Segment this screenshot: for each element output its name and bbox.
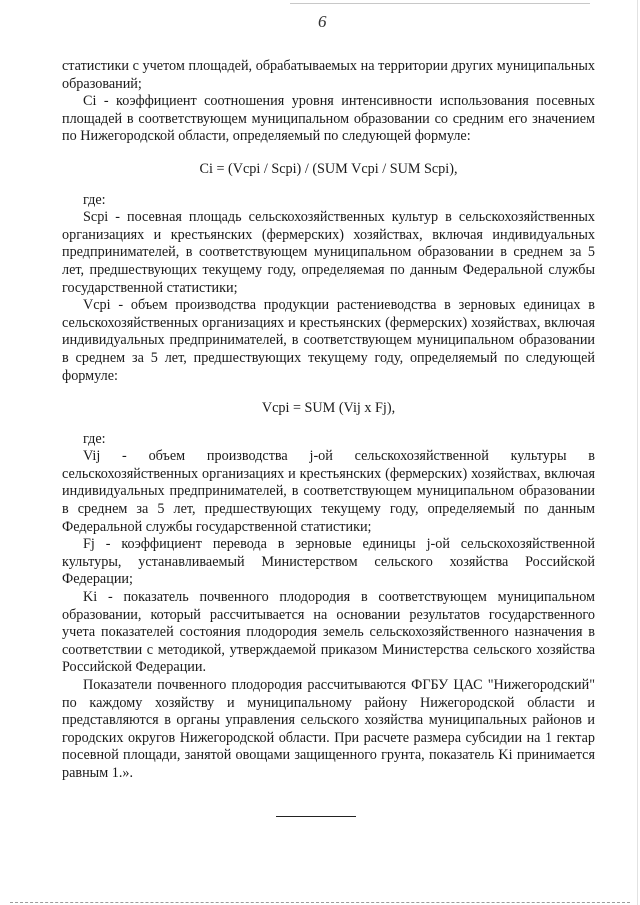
- paragraph-ci-definition: Ci - коэффициент соотношения уровня интенсивности использования посевных площадей в соответствующем муниципальном образовании со средним его значением по Нижегородской области, определяемый по следующей формуле:: [62, 93, 595, 145]
- page-number: 6: [318, 12, 327, 31]
- paragraph-fj-definition: Fj - коэффициент перевода в зерновые единицы j-ой сельскохозяйственной культуры, устанавливаемый Министерством сельского хозяйства Российской Федерации;: [62, 536, 595, 588]
- paragraph-soil-indicators: Показатели почвенного плодородия рассчитываются ФГБУ ЦАС "Нижегородский" по каждому хозяйству и муниципальному району Нижегородской области и представляются в органы управления сельского хозяйства муниципальных районов и городских округов Нижегородской области. При расчете размера субсидии на 1 гектар посевной площади, занятой овощами защищенного грунта, показатель Ki принимается равным 1.».: [62, 677, 595, 781]
- formula-ci: Ci = (Vcpi / Scpi) / (SUM Vcpi / SUM Scpi),: [199, 160, 458, 177]
- where-label-1: где:: [83, 191, 106, 208]
- scan-edge-bottom: [10, 902, 630, 903]
- paragraph-continuation: статистики с учетом площадей, обрабатываемых на территории других муниципальных образований;: [62, 58, 595, 92]
- paragraph-ki-definition: Ki - показатель почвенного плодородия в соответствующем муниципальном образовании, который рассчитывается на основании результатов государственного учета показателей состояния плодородия земель сельскохозяйственного назначения в соответствии с методикой, утверждаемой приказом Министерства сельского хозяйства Российской Федерации.: [62, 589, 595, 676]
- document-body: [62, 58, 595, 783]
- paragraph-vcpi-definition: Vcpi - объем производства продукции растениеводства в зерновых единицах в сельскохозяйственных организациях и крестьянских (фермерских) хозяйствах, включая индивидуальных предпринимателей, в соответствующем муниципальном образовании в среднем за 5 лет, предшествующих текущему году, определяемый по следующей формуле:: [62, 297, 595, 384]
- end-of-text-rule: [276, 816, 356, 817]
- scan-edge-top: [290, 3, 590, 4]
- where-label-2: где:: [83, 430, 106, 447]
- scan-edge-right: [637, 0, 638, 905]
- formula-vcpi: Vcpi = SUM (Vij x Fj),: [261, 400, 396, 417]
- paragraph-scpi-definition: Scpi - посевная площадь сельскохозяйственных культур в сельскохозяйственных организациях и крестьянских (фермерских) хозяйствах, включая индивидуальных предпринимателей, в соответствующем муниципальном образовании в среднем за 5 лет, предшествующих текущему году, определяемая по данным Федеральной службы государственной статистики;: [62, 209, 595, 296]
- paragraph-vij-definition: Vij - объем производства j-ой сельскохозяйственной культуры в сельскохозяйственных организациях и крестьянских (фермерских) хозяйствах, включая индивидуальных предпринимателей, в соответствующем муниципальном образовании в среднем за 5 лет, предшествующих текущему году, определяемый по данным Федеральной службы государственной статистики;: [62, 448, 595, 535]
